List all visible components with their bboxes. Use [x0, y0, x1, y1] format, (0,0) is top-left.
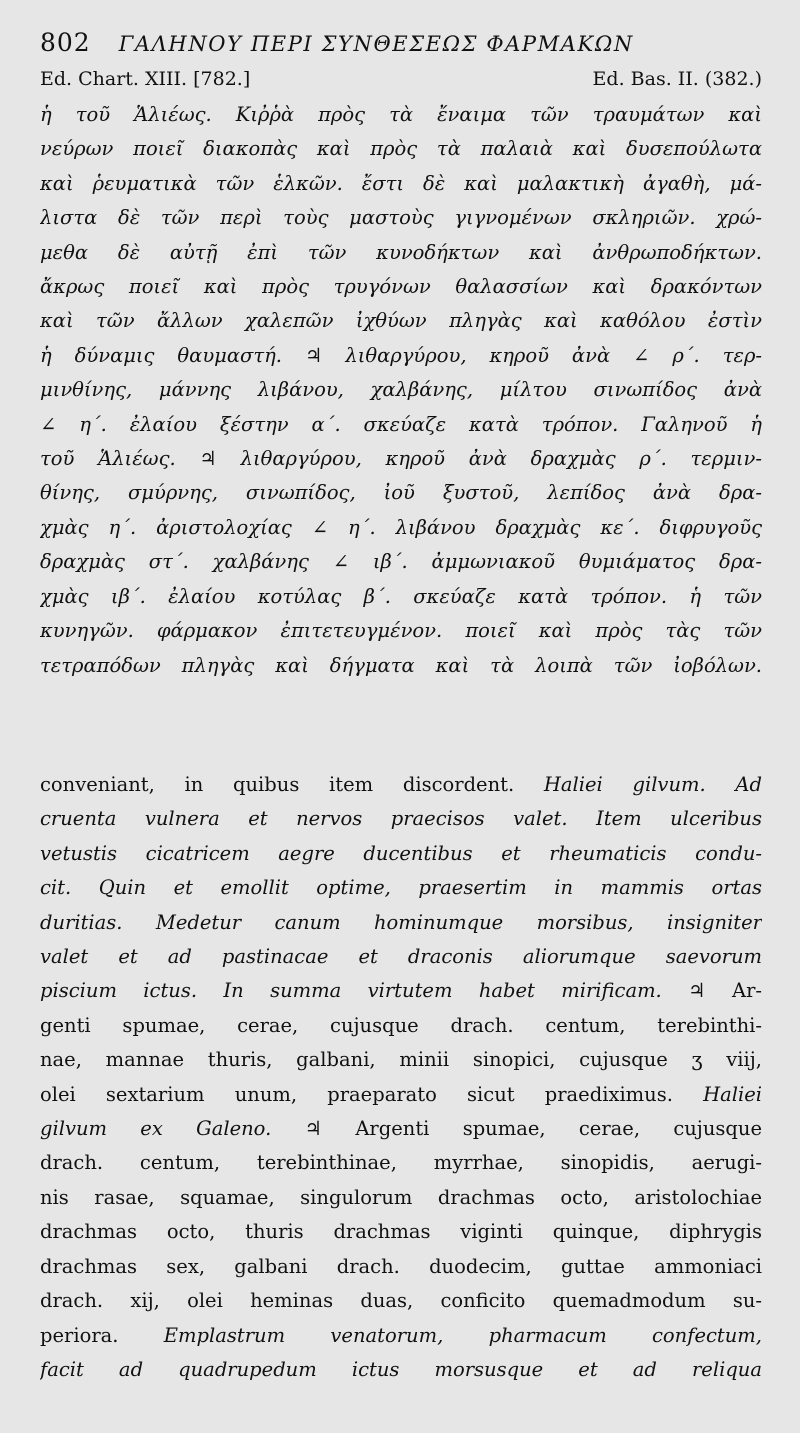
greek-text-line: δραχμὰς στ΄. χαλβάνης ∠ ιβ΄. ἀμμωνιακοῦ θυμιάματος δρα-	[40, 550, 762, 574]
latin-text-segment: nis rasae, squamae, singulorum drachmas octo, aristolochiae	[40, 1185, 762, 1209]
latin-text-segment: nae, mannae thuris, galbani, minii sinopici, cujusque ʒ viij,	[40, 1048, 762, 1072]
greek-text-line: θίνης, σμύρνης, σινωπίδος, ἰοῦ ξυστοῦ, λεπίδος ἀνὰ δρα-	[40, 481, 762, 505]
edition-chartier: Ed. Chart. XIII. [782.]	[40, 68, 251, 90]
greek-text-line: χμὰς ιβ΄. ἐλαίου κοτύλας β΄. σκεύαζε κατὰ τρόπον. ἡ τῶν	[40, 584, 762, 608]
greek-text-line: μεθα δὲ αὐτῇ ἐπὶ τῶν κυνοδήκτων καὶ ἀνθρωποδήκτων.	[40, 240, 762, 264]
latin-text-segment: periora.	[40, 1323, 164, 1347]
latin-text-line	[40, 1215, 762, 1249]
running-title: ΓΑΛΗΝΟΥ ΠΕΡΙ ΣΥΝΘΕΣΕΩΣ ΦΑΡΜΑΚΩΝ	[118, 32, 634, 56]
latin-text-segment: ♃ Ar-	[688, 979, 762, 1003]
latin-text-line	[40, 974, 762, 1008]
latin-text-line	[40, 906, 762, 940]
latin-text-line	[40, 802, 762, 836]
greek-text-line: ἡ τοῦ Ἁλιέως. Κιῤῥὰ πρὸς τὰ ἔναιμα τῶν τραυμάτων καὶ	[40, 103, 762, 126]
latin-text-line	[40, 871, 762, 905]
latin-text-segment: Emplastrum venatorum, pharmacum confectum,	[163, 1323, 762, 1347]
latin-text-segment: duritias. Medetur canum hominumque morsibus, insigniter	[40, 910, 762, 934]
latin-text-line	[40, 1250, 762, 1284]
latin-text-segment: cit. Quin et emollit optime, praesertim in mammis ortas	[40, 876, 762, 900]
latin-text-segment: valet et ad pastinacae et draconis aliorumque saevorum	[40, 945, 762, 969]
greek-text-line: νεύρων ποιεῖ διακοπὰς καὶ πρὸς τὰ παλαιὰ καὶ δυσεπούλωτα	[40, 137, 762, 161]
greek-text-line: μινθίνης, μάννης λιβάνου, χαλβάνης, μίλτου σινωπίδος ἀνὰ	[40, 378, 762, 402]
latin-text-block	[40, 768, 762, 1387]
latin-text-segment: drach. xij, olei heminas duas, conficito quemadmodum su-	[40, 1289, 762, 1313]
greek-text-line: ἡ δύναμις θαυμαστή. ♃ λιθαργύρου, κηροῦ ἀνὰ ∠ ρ΄. τερ-	[40, 343, 762, 367]
latin-text-line	[40, 1284, 762, 1318]
page-header	[40, 28, 762, 64]
latin-text-line	[40, 837, 762, 871]
latin-text-segment: gilvum ex Galeno.	[40, 1117, 305, 1141]
latin-text-line	[40, 1353, 762, 1387]
latin-text-line	[40, 1319, 762, 1353]
latin-text-line	[40, 1146, 762, 1180]
page-number: 802	[40, 28, 91, 57]
latin-text-segment: piscium ictus. In summa virtutem habet mirificam.	[40, 979, 689, 1003]
latin-text-segment: drachmas octo, thuris drachmas viginti quinque, diphrygis	[40, 1220, 762, 1244]
latin-text-segment: Haliei gilvum. Ad	[543, 773, 762, 796]
greek-text-line: λιστα δὲ τῶν περὶ τοὺς μαστοὺς γιγνομένων σκληριῶν. χρώ-	[40, 206, 762, 230]
latin-text-segment: cruenta vulnera et nervos praecisos valet. Item ulceribus	[40, 807, 762, 831]
latin-text-line	[40, 1009, 762, 1043]
latin-text-line	[40, 1181, 762, 1215]
greek-text-line: ∠ η΄. ἐλαίου ξέστην α΄. σκεύαζε κατὰ τρόπον. Γαληνοῦ ἡ	[40, 412, 762, 436]
latin-text-segment: Haliei	[703, 1082, 762, 1106]
greek-text-line: καὶ τῶν ἄλλων χαλεπῶν ἰχθύων πληγὰς καὶ καθόλου ἐστὶν	[40, 309, 762, 333]
latin-text-line	[40, 1112, 762, 1146]
edition-basel: Ed. Bas. II. (382.)	[592, 68, 762, 90]
greek-text-line: χμὰς η΄. ἀριστολοχίας ∠ η΄. λιβάνου δραχμὰς κε΄. διφρυγοῦς	[40, 515, 762, 539]
latin-text-line	[40, 1043, 762, 1077]
latin-text-segment: drach. centum, terebinthinae, myrrhae, sinopidis, aerugi-	[40, 1151, 762, 1175]
greek-text-line: καὶ ῥευματικὰ τῶν ἑλκῶν. ἔστι δὲ καὶ μαλακτικὴ ἀγαθὴ, μά-	[40, 171, 762, 195]
greek-text-line: κυνηγῶν. φάρμακον ἐπιτετευγμένον. ποιεῖ καὶ πρὸς τὰς τῶν	[40, 619, 762, 643]
latin-text-segment: vetustis cicatricem aegre ducentibus et rheumaticis condu-	[40, 841, 762, 865]
latin-text-segment: ♃ Argenti spumae, cerae, cujusque	[304, 1117, 762, 1141]
edition-references	[40, 68, 762, 94]
latin-text-segment: drachmas sex, galbani drach. duodecim, guttae ammoniaci	[40, 1254, 762, 1278]
latin-text-segment: genti spumae, cerae, cujusque drach. centum, terebinthi-	[40, 1013, 762, 1037]
latin-text-line	[40, 940, 762, 974]
latin-text-line	[40, 1078, 762, 1112]
greek-text-line: τοῦ Ἁλιέως. ♃ λιθαργύρου, κηροῦ ἀνὰ δραχμὰς ρ΄. τερμιν-	[40, 447, 762, 471]
latin-text-segment: conveniant, in quibus item discordent.	[40, 773, 544, 796]
greek-text-line: τετραπόδων πληγὰς καὶ δήγματα καὶ τὰ λοιπὰ τῶν ἰοβόλων.	[40, 653, 762, 677]
latin-text-segment: facit ad quadrupedum ictus morsusque et ad reliqua	[40, 1357, 762, 1381]
greek-text-line: ἄκρως ποιεῖ καὶ πρὸς τρυγόνων θαλασσίων καὶ δρακόντων	[40, 275, 762, 299]
latin-text-line	[40, 768, 762, 802]
greek-text-block	[40, 98, 762, 683]
latin-text-segment: olei sextarium unum, praeparato sicut praediximus.	[40, 1082, 704, 1106]
